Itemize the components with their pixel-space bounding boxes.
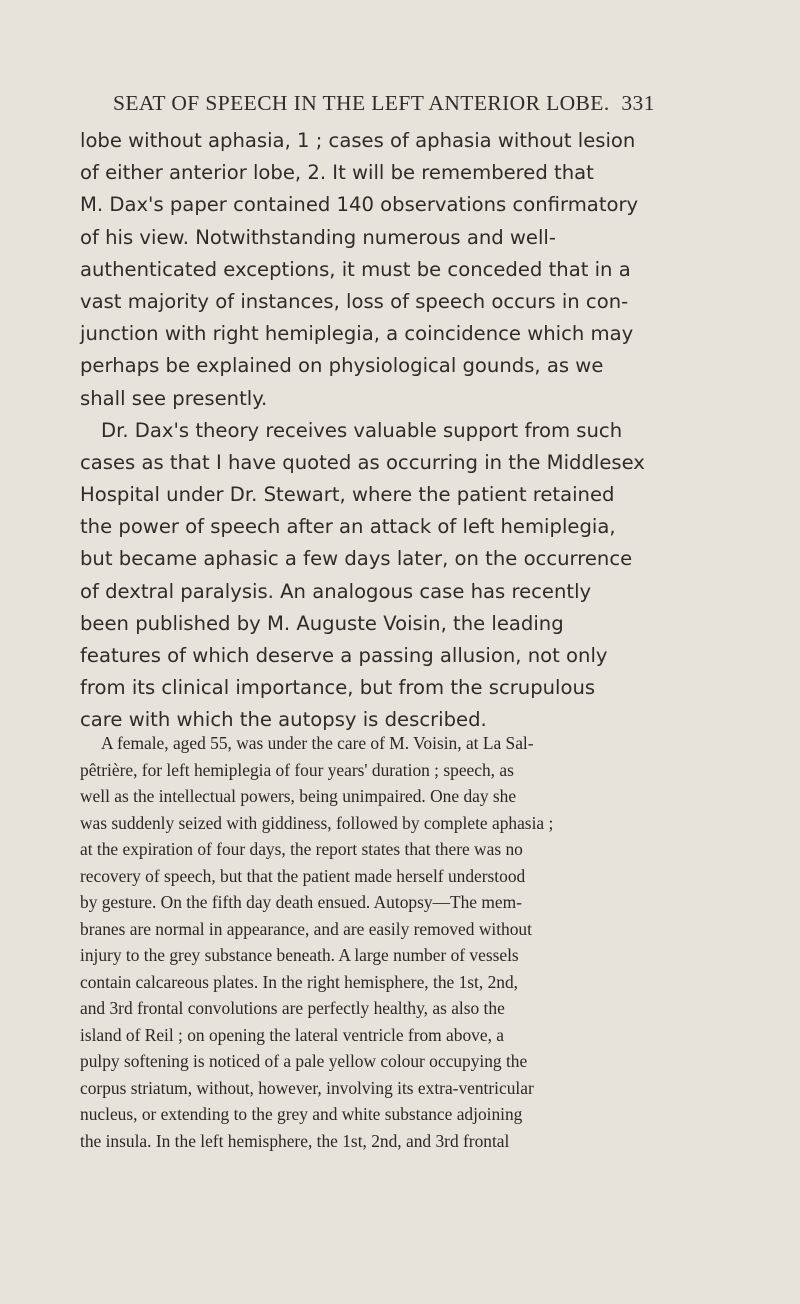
quote-line: by gesture. On the fifth day death ensued. Autopsy—The mem- xyxy=(80,892,522,912)
body-line: care with which the autopsy is described. xyxy=(80,708,487,732)
body-line: the power of speech after an attack of left hemiplegia, xyxy=(80,515,616,539)
quote-line: the insula. In the left hemisphere, the 1st, 2nd, and 3rd frontal xyxy=(80,1130,510,1151)
body-line: Dr. Dax's theory receives valuable support from such xyxy=(101,418,623,442)
body-line: Hospital under Dr. Stewart, where the patient retained xyxy=(80,483,615,507)
body-line: been published by M. Auguste Voisin, the leading xyxy=(80,611,564,635)
body-line: of his view. Notwithstanding numerous and well- xyxy=(80,225,556,249)
body-line: shall see presently. xyxy=(80,386,268,410)
quote-line: was suddenly seized with giddiness, followed by complete aphasia ; xyxy=(80,812,554,833)
body-line: cases as that I have quoted as occurring in the Middlesex xyxy=(80,450,645,474)
quote-line: contain calcareous plates. In the right hemisphere, the 1st, 2nd, xyxy=(80,971,519,992)
running-head-title: SEAT OF SPEECH IN THE LEFT ANTERIOR LOBE. xyxy=(113,91,610,115)
quote-line: branes are normal in appearance, and are easily removed without xyxy=(80,918,532,939)
body-line: perhaps be explained on physiological gounds, as we xyxy=(80,354,604,378)
body-line: of either anterior lobe, 2. It will be remembered that xyxy=(80,161,594,185)
body-line: but became aphasic a few days later, on the occurrence xyxy=(80,547,633,571)
body-line: from its clinical importance, but from the scrupulous xyxy=(80,676,596,700)
body-line: of dextral paralysis. An analogous case has recently xyxy=(80,579,592,603)
page-number: 331 xyxy=(621,91,655,115)
quote-line: A female, aged 55, was under the care of M. Voisin, at La Sal- xyxy=(101,733,534,753)
body-line: lobe without aphasia, 1 ; cases of aphasia without lesion xyxy=(80,129,636,152)
running-head xyxy=(113,91,758,116)
quote-line: pulpy softening is noticed of a pale yellow colour occupying the xyxy=(80,1051,528,1071)
quote-line: corpus striatum, without, however, involving its extra-ventricular xyxy=(80,1077,534,1098)
body-line: junction with right hemiplegia, a coincidence which may xyxy=(80,322,634,346)
body-paragraphs xyxy=(80,125,760,737)
quote-line: recovery of speech, but that the patient made herself understood xyxy=(80,865,526,886)
quote-line: injury to the grey substance beneath. A large number of vessels xyxy=(80,945,519,965)
quote-line: pêtrière, for left hemiplegia of four years' duration ; speech, as xyxy=(80,759,514,780)
body-line: vast majority of instances, loss of speech occurs in con- xyxy=(80,289,629,313)
body-line: authenticated exceptions, it must be conceded that in a xyxy=(80,257,631,281)
case-report-quote xyxy=(80,730,760,1154)
body-line: features of which deserve a passing allusion, not only xyxy=(80,644,608,667)
quote-line: island of Reil ; on opening the lateral ventricle from above, a xyxy=(80,1024,504,1045)
quote-line: well as the intellectual powers, being unimpaired. One day she xyxy=(80,786,517,806)
body-line: M. Dax's paper contained 140 observations confirmatory xyxy=(80,193,639,217)
quote-line: and 3rd frontal convolutions are perfectly healthy, as also the xyxy=(80,998,505,1018)
quote-line: at the expiration of four days, the report states that there was no xyxy=(80,839,523,859)
quote-line: nucleus, or extending to the grey and white substance adjoining xyxy=(80,1104,523,1124)
